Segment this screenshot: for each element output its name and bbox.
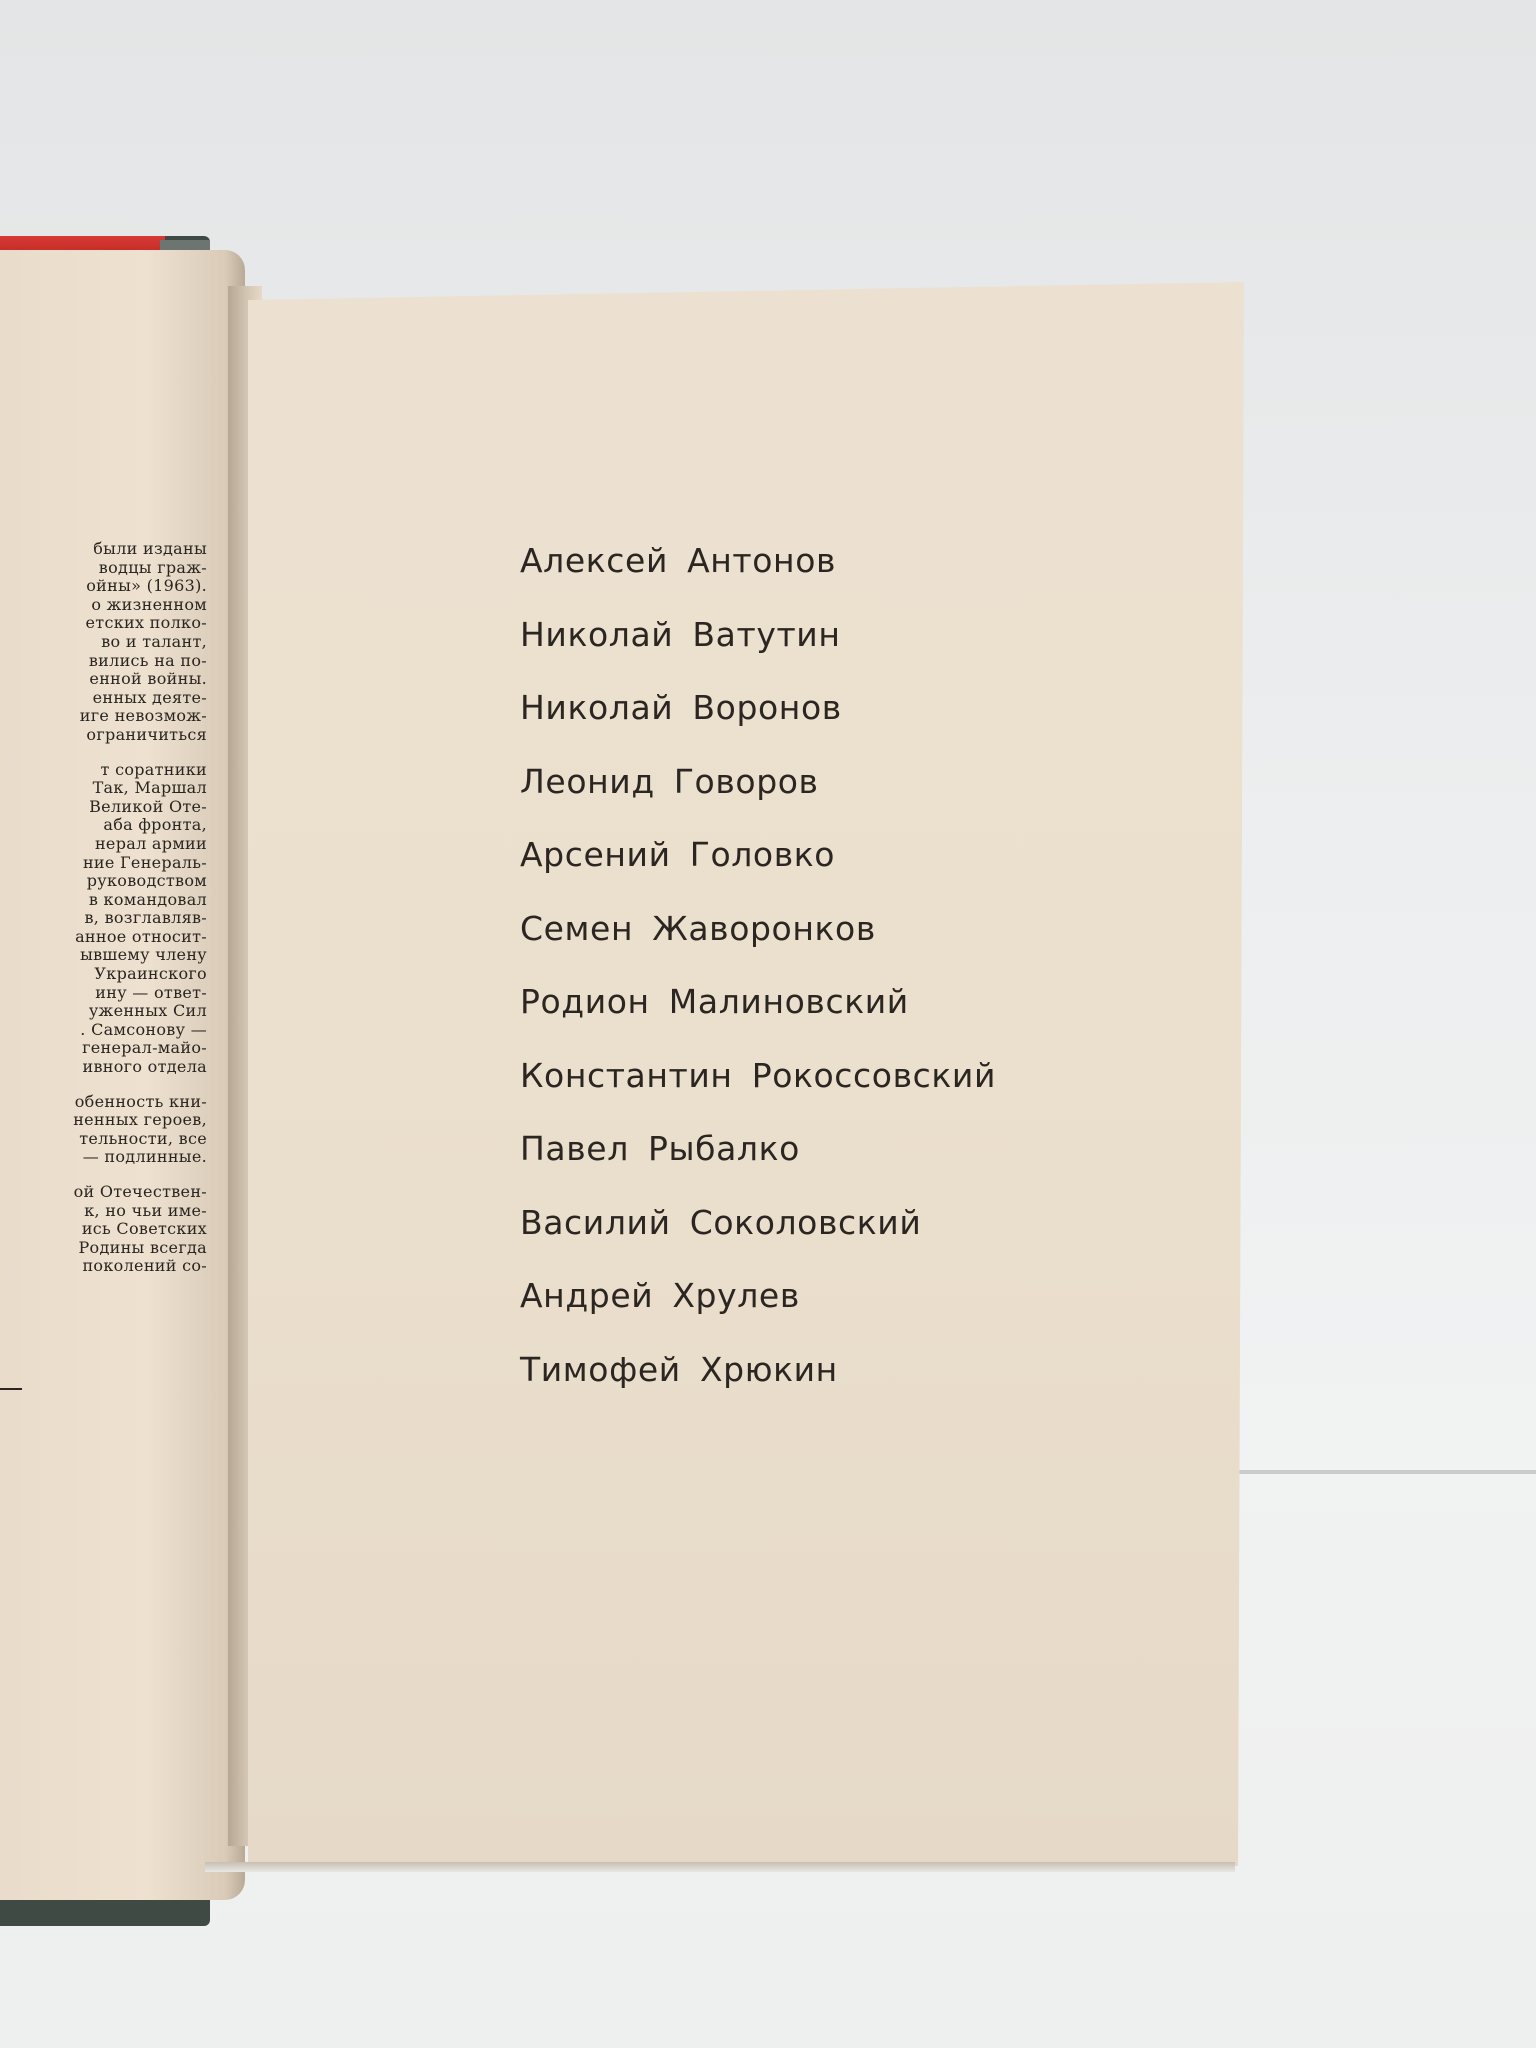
paragraph-gap [0, 745, 207, 761]
name-entry: Николай Ватутин [520, 614, 841, 654]
left-page-line: енных деяте- [92, 687, 207, 707]
name-entry: Тимофей Хрюкин [520, 1349, 838, 1389]
left-page-line: к, но чьи име- [84, 1200, 207, 1220]
left-page-line: уженных Сил [88, 1001, 207, 1021]
left-page-line: енной войны. [89, 669, 207, 689]
name-entry: Леонид Говоров [520, 761, 819, 801]
left-page-line: в командовал [88, 889, 207, 909]
left-page-line: вились на по- [88, 650, 207, 670]
left-page-line: етских полко- [85, 613, 207, 633]
left-page-line: Так, Маршал [92, 778, 207, 798]
left-page-line: в, возглавляв- [84, 908, 207, 928]
left-page-line: — подлинные. [82, 1147, 207, 1167]
left-page-line: иге невозмож- [79, 706, 207, 726]
left-page-line: Украинского [94, 964, 207, 984]
left-page-line: ивного отдела [82, 1057, 207, 1077]
names-list [520, 536, 996, 1418]
name-entry: Андрей Хрулев [520, 1276, 800, 1315]
left-page-line: т соратники [100, 759, 207, 779]
paragraph-gap [0, 1077, 207, 1093]
left-page-line: руководством [86, 871, 207, 891]
left-page-line: были изданы [93, 539, 207, 558]
left-page-line: о жизненном [91, 594, 207, 614]
left-page-line: нерал армии [94, 833, 207, 853]
left-page-line: поколений со- [82, 1256, 207, 1276]
left-page-line: Великой Оте- [89, 796, 207, 816]
left-page-line: ой Отечествен- [73, 1182, 207, 1201]
name-entry: Константин Рокоссовский [520, 1055, 997, 1095]
name-entry: Семен Жаворонков [520, 908, 876, 948]
left-page-line: ывшему члену [80, 945, 207, 965]
left-page-line: ойны» (1963). [86, 576, 207, 596]
left-page-dash [0, 1388, 22, 1390]
left-page-text [0, 540, 207, 1276]
name-entry: Родион Малиновский [520, 982, 909, 1021]
left-page-line: Родины всегда [78, 1237, 207, 1257]
left-page [0, 250, 245, 1900]
name-entry: Николай Воронов [520, 688, 842, 727]
left-page-line: ограничиться [86, 724, 207, 744]
left-page-line: во и талант, [101, 631, 207, 651]
left-page-line: ненных героев, [73, 1110, 207, 1130]
left-page-line: ние Генераль- [82, 852, 207, 872]
left-page-line: ину — ответ- [95, 982, 207, 1002]
left-page-line: водцы граж- [98, 557, 207, 577]
book-bottom-edge [205, 1862, 1235, 1872]
name-entry: Павел Рыбалко [520, 1129, 800, 1168]
name-entry: Василий Соколовский [520, 1202, 922, 1242]
left-page-line: анное относит- [75, 926, 207, 946]
left-page-line: аба фронта, [103, 815, 207, 835]
left-page-line: генерал-майо- [82, 1038, 207, 1058]
name-entry: Арсений Головко [520, 835, 836, 874]
paragraph-gap [0, 1167, 207, 1183]
left-page-line: . Самсонову — [80, 1019, 207, 1039]
left-page-line: тельности, все [79, 1128, 207, 1148]
left-page-line: обенность кни- [74, 1091, 207, 1111]
name-entry: Алексей Антонов [520, 541, 837, 580]
left-page-line: ись Советских [81, 1219, 207, 1239]
